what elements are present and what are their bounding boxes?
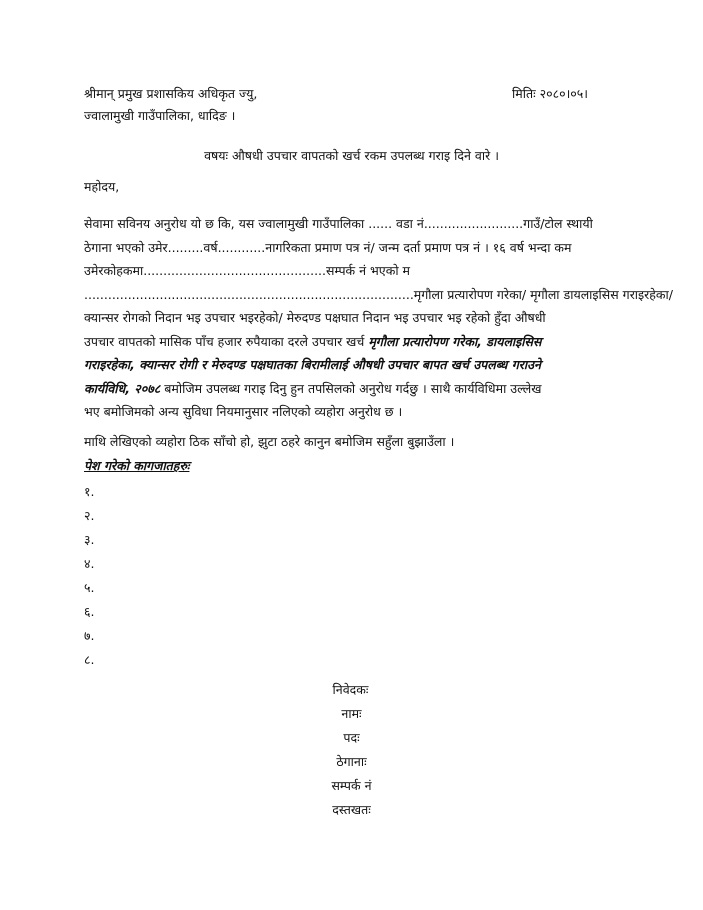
body-line: क्यान्सर रोगको निदान भइ उपचार भइरहेको/ मेरुदण्ड पक्षघात निदान भइ उपचार भइ रहेको हुँदा औषधी	[84, 310, 546, 325]
list-item: ६.	[84, 604, 95, 619]
letter-subject: वषयः औषधी उपचार वापतको खर्च रकम उपलब्ध गराइ दिने वारे ।	[204, 148, 499, 163]
body-line	[84, 330, 624, 354]
name-label: नामः	[341, 706, 362, 721]
address-label: ठेगानाः	[336, 754, 367, 769]
body-text: बमोजिम उपलब्ध गराइ दिनु हुन तपसिलको अनुरोध गर्दछु । साथै कार्यविधिमा उल्लेख	[160, 380, 542, 396]
letter-body	[84, 212, 673, 424]
list-item: १.	[84, 484, 95, 499]
letter-date: मितिः २०८०।०५।	[512, 86, 589, 101]
body-line: ...................................................................................मृगौला प्रत्यारोपण गरेका/ मृगौला डायलाइसिस गराइरहेका/	[84, 286, 673, 302]
procedure-name-emphasis: मृगौला प्रत्यारोपण गरेका, डायलाइसिस	[368, 333, 542, 349]
documents-heading: पेश गरेको कागजातहरुः	[84, 458, 190, 473]
addressee-line-2: ज्वालामुखी गाउँपालिका, धादिङ ।	[84, 108, 236, 123]
procedure-name-emphasis: कार्यविधि, २०७८	[84, 380, 161, 396]
declaration: माथि लेखिएको व्यहोरा ठिक साँचो हो, झुटा ठहरे कानुन बमोजिम सहुँला बुझाउँला ।	[84, 434, 455, 449]
position-label: पदः	[343, 730, 360, 745]
list-item: ४.	[84, 556, 95, 571]
body-text: उपचार वापतको मासिक पाँच हजार रुपैयाका दरले उपचार खर्च	[84, 333, 369, 349]
signature-block	[0, 678, 703, 822]
contact-label: सम्पर्क नं	[331, 778, 372, 793]
documents-list	[84, 480, 94, 672]
list-item: २.	[84, 508, 95, 523]
body-line: सेवामा सविनय अनुरोध यो छ कि, यस ज्वालामुखी गाउँपालिका ...... वडा नं.........................गाउँ/टोल स्थायी	[84, 216, 593, 231]
list-item: ८.	[84, 652, 95, 667]
salutation: महोदय,	[84, 179, 120, 194]
list-item: ५.	[84, 580, 95, 595]
list-item: ७.	[84, 628, 95, 643]
list-item: ३.	[84, 532, 95, 547]
body-line: उमेरकोहकमा..............................................सम्पर्क नं भएको म	[84, 263, 411, 278]
procedure-name-emphasis: गराइरहेका, क्यान्सर रोगी र मेरुदण्ड पक्षघातका बिरामीलाई औषधी उपचार बापत खर्च उपलब्ध गराउने	[84, 357, 541, 372]
addressee-line-1: श्रीमान् प्रमुख प्रशासकिय अधिकृत ज्यु,	[84, 86, 258, 101]
signature-label: दस्तखतः	[332, 802, 371, 817]
applicant-label: निवेदकः	[332, 682, 369, 697]
body-line: भए बमोजिमको अन्य सुविधा नियमानुसार नलिएको व्यहोरा अनुरोध छ ।	[84, 404, 403, 419]
body-line	[84, 377, 624, 401]
body-line: ठेगाना भएको उमेर.........वर्ष............नागरिकता प्रमाण पत्र नं/ जन्म दर्ता प्रमाण पत्र नं । १६ वर्ष भन्दा कम	[84, 239, 572, 255]
